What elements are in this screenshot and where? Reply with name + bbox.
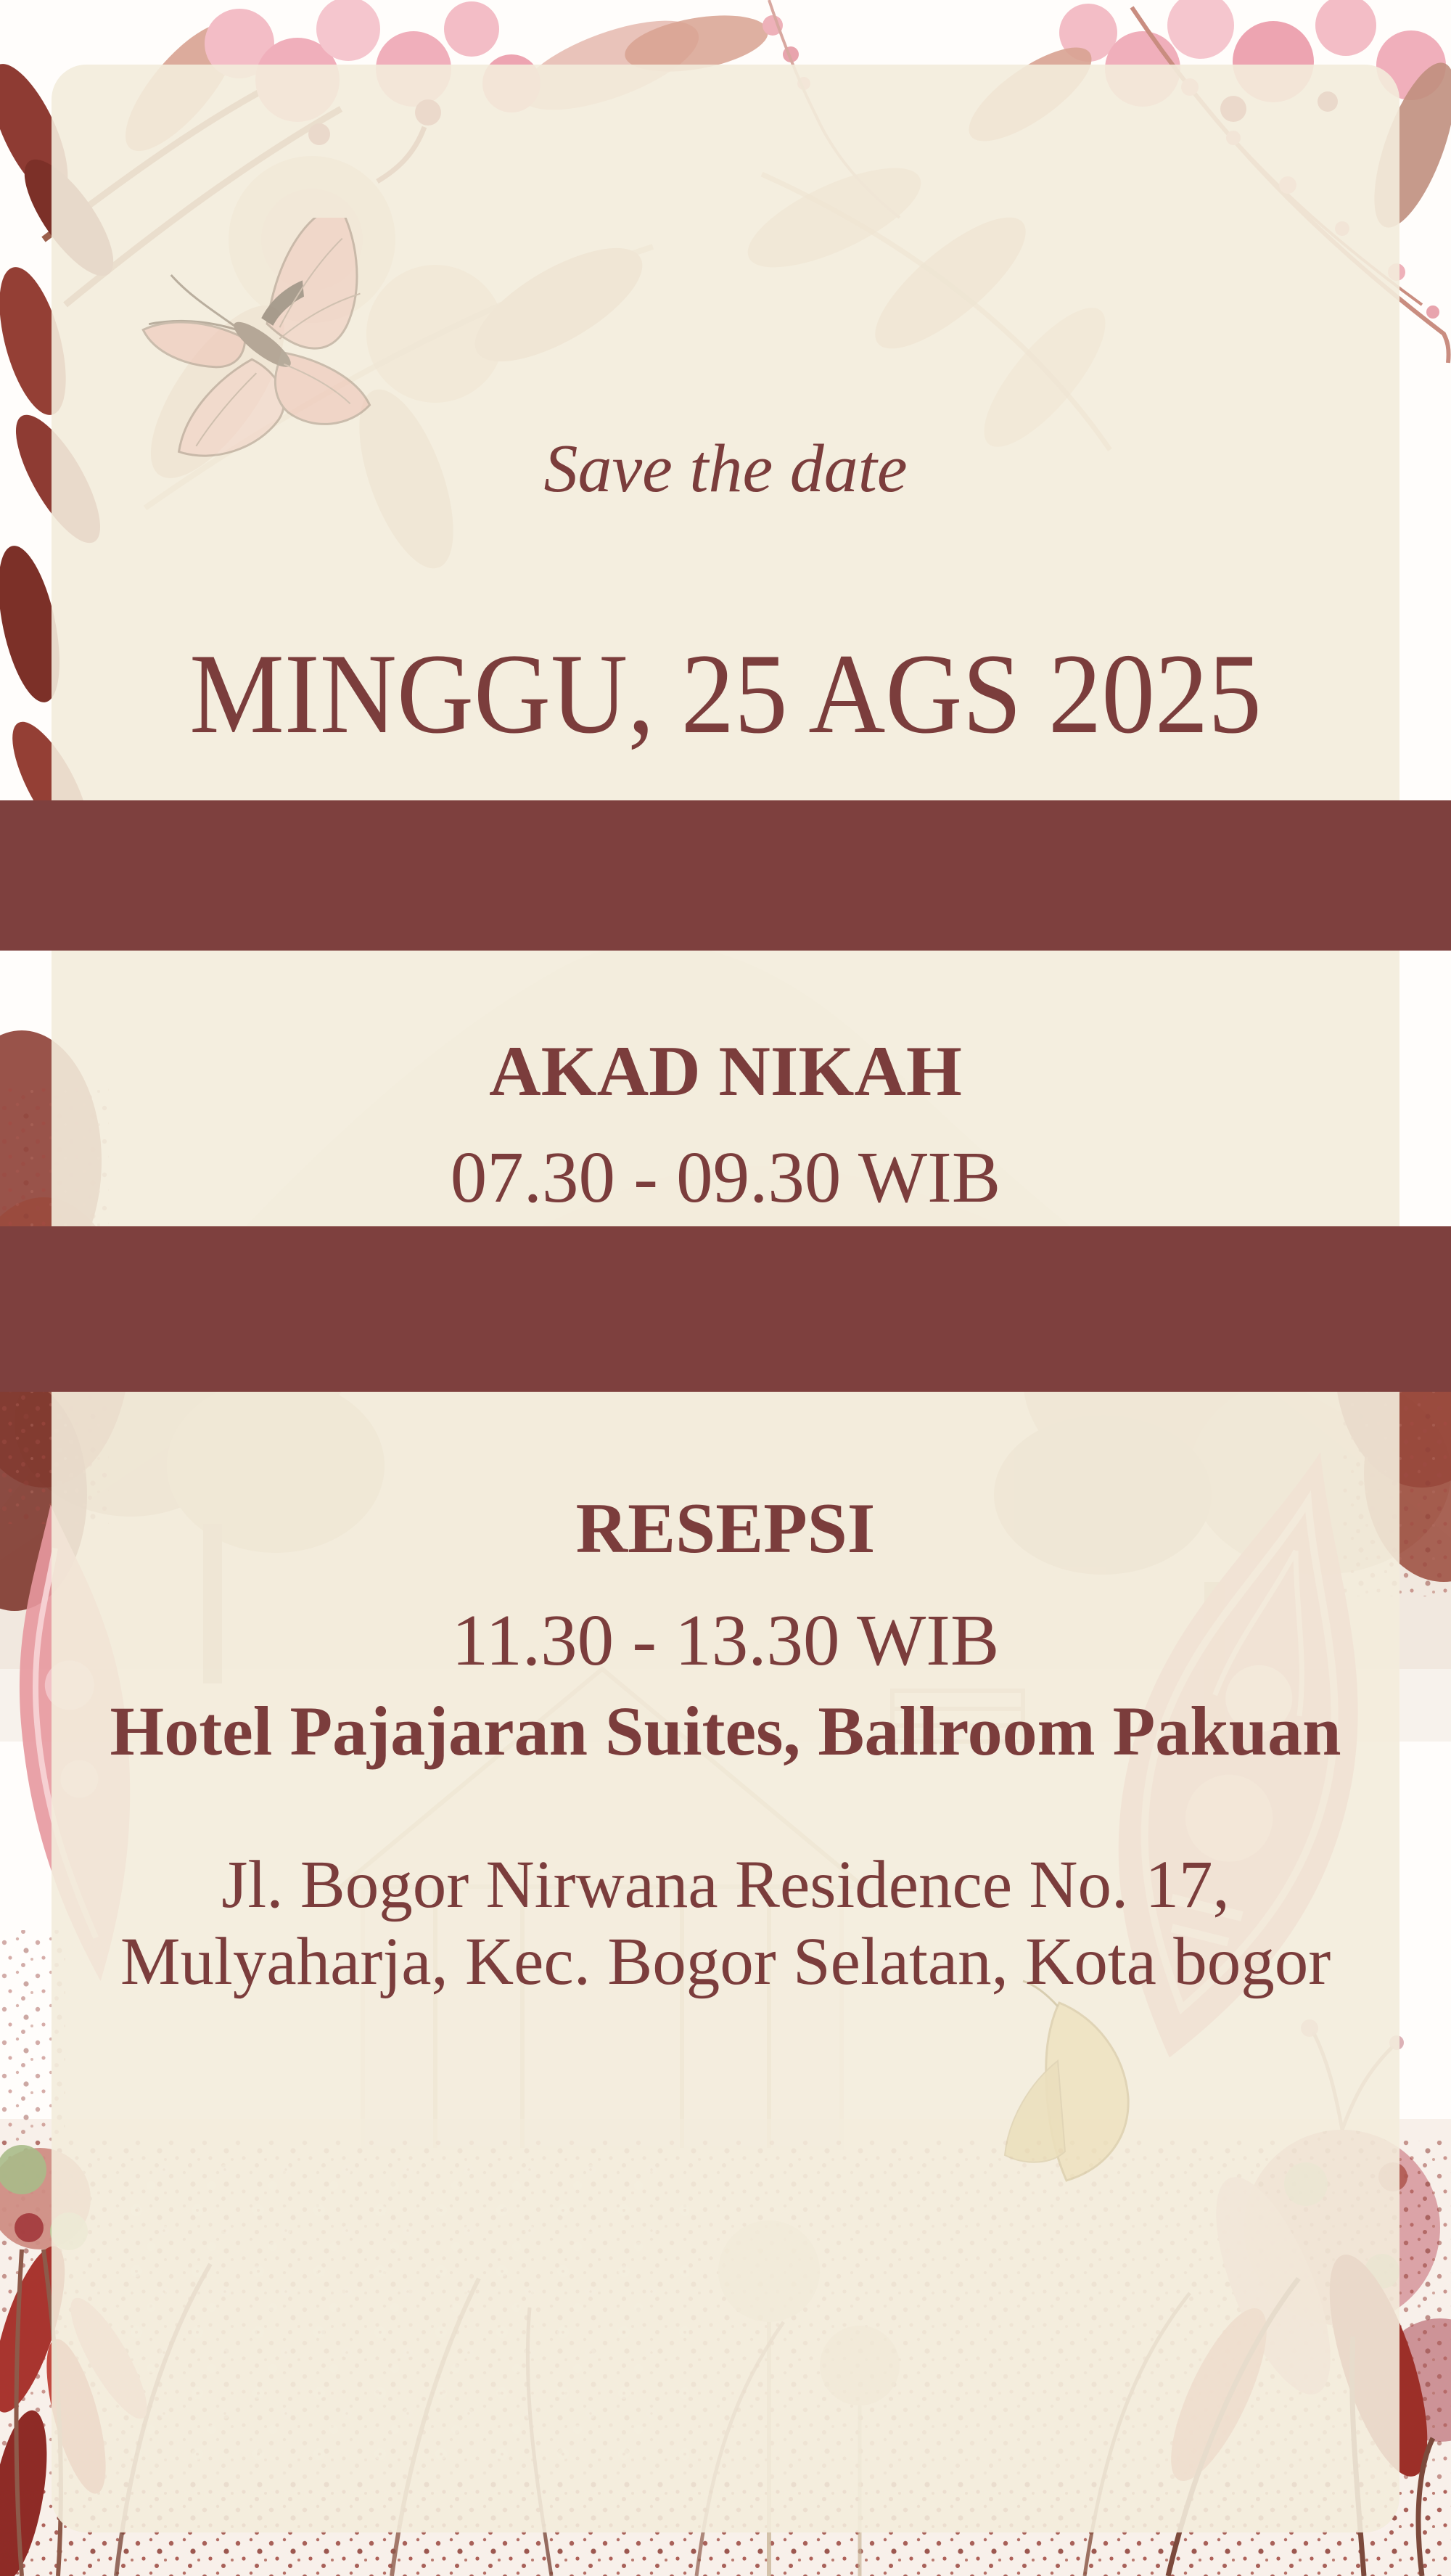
venue-address-line1: Jl. Bogor Nirwana Residence No. 17, bbox=[221, 1847, 1230, 1922]
resepsi-heading: RESEPSI bbox=[575, 1489, 876, 1568]
divider bbox=[0, 800, 1451, 951]
venue-address-line2: Mulyaharja, Kec. Bogor Selatan, Kota bogor bbox=[120, 1924, 1331, 1999]
event-date-text: MINGGU, 25 AGS 2025 bbox=[189, 631, 1262, 758]
akad-nikah-time: 07.30 - 09.30 WIB bbox=[450, 1136, 1001, 1218]
event-date bbox=[51, 633, 1400, 757]
save-the-date-heading: Save the date bbox=[543, 431, 908, 506]
akad-nikah-heading: AKAD NIKAH bbox=[489, 1032, 962, 1111]
venue-name: Hotel Pajajaran Suites, Ballroom Pakuan bbox=[110, 1692, 1341, 1770]
resepsi-time: 11.30 - 13.30 WIB bbox=[451, 1599, 1000, 1681]
divider bbox=[0, 1226, 1451, 1392]
